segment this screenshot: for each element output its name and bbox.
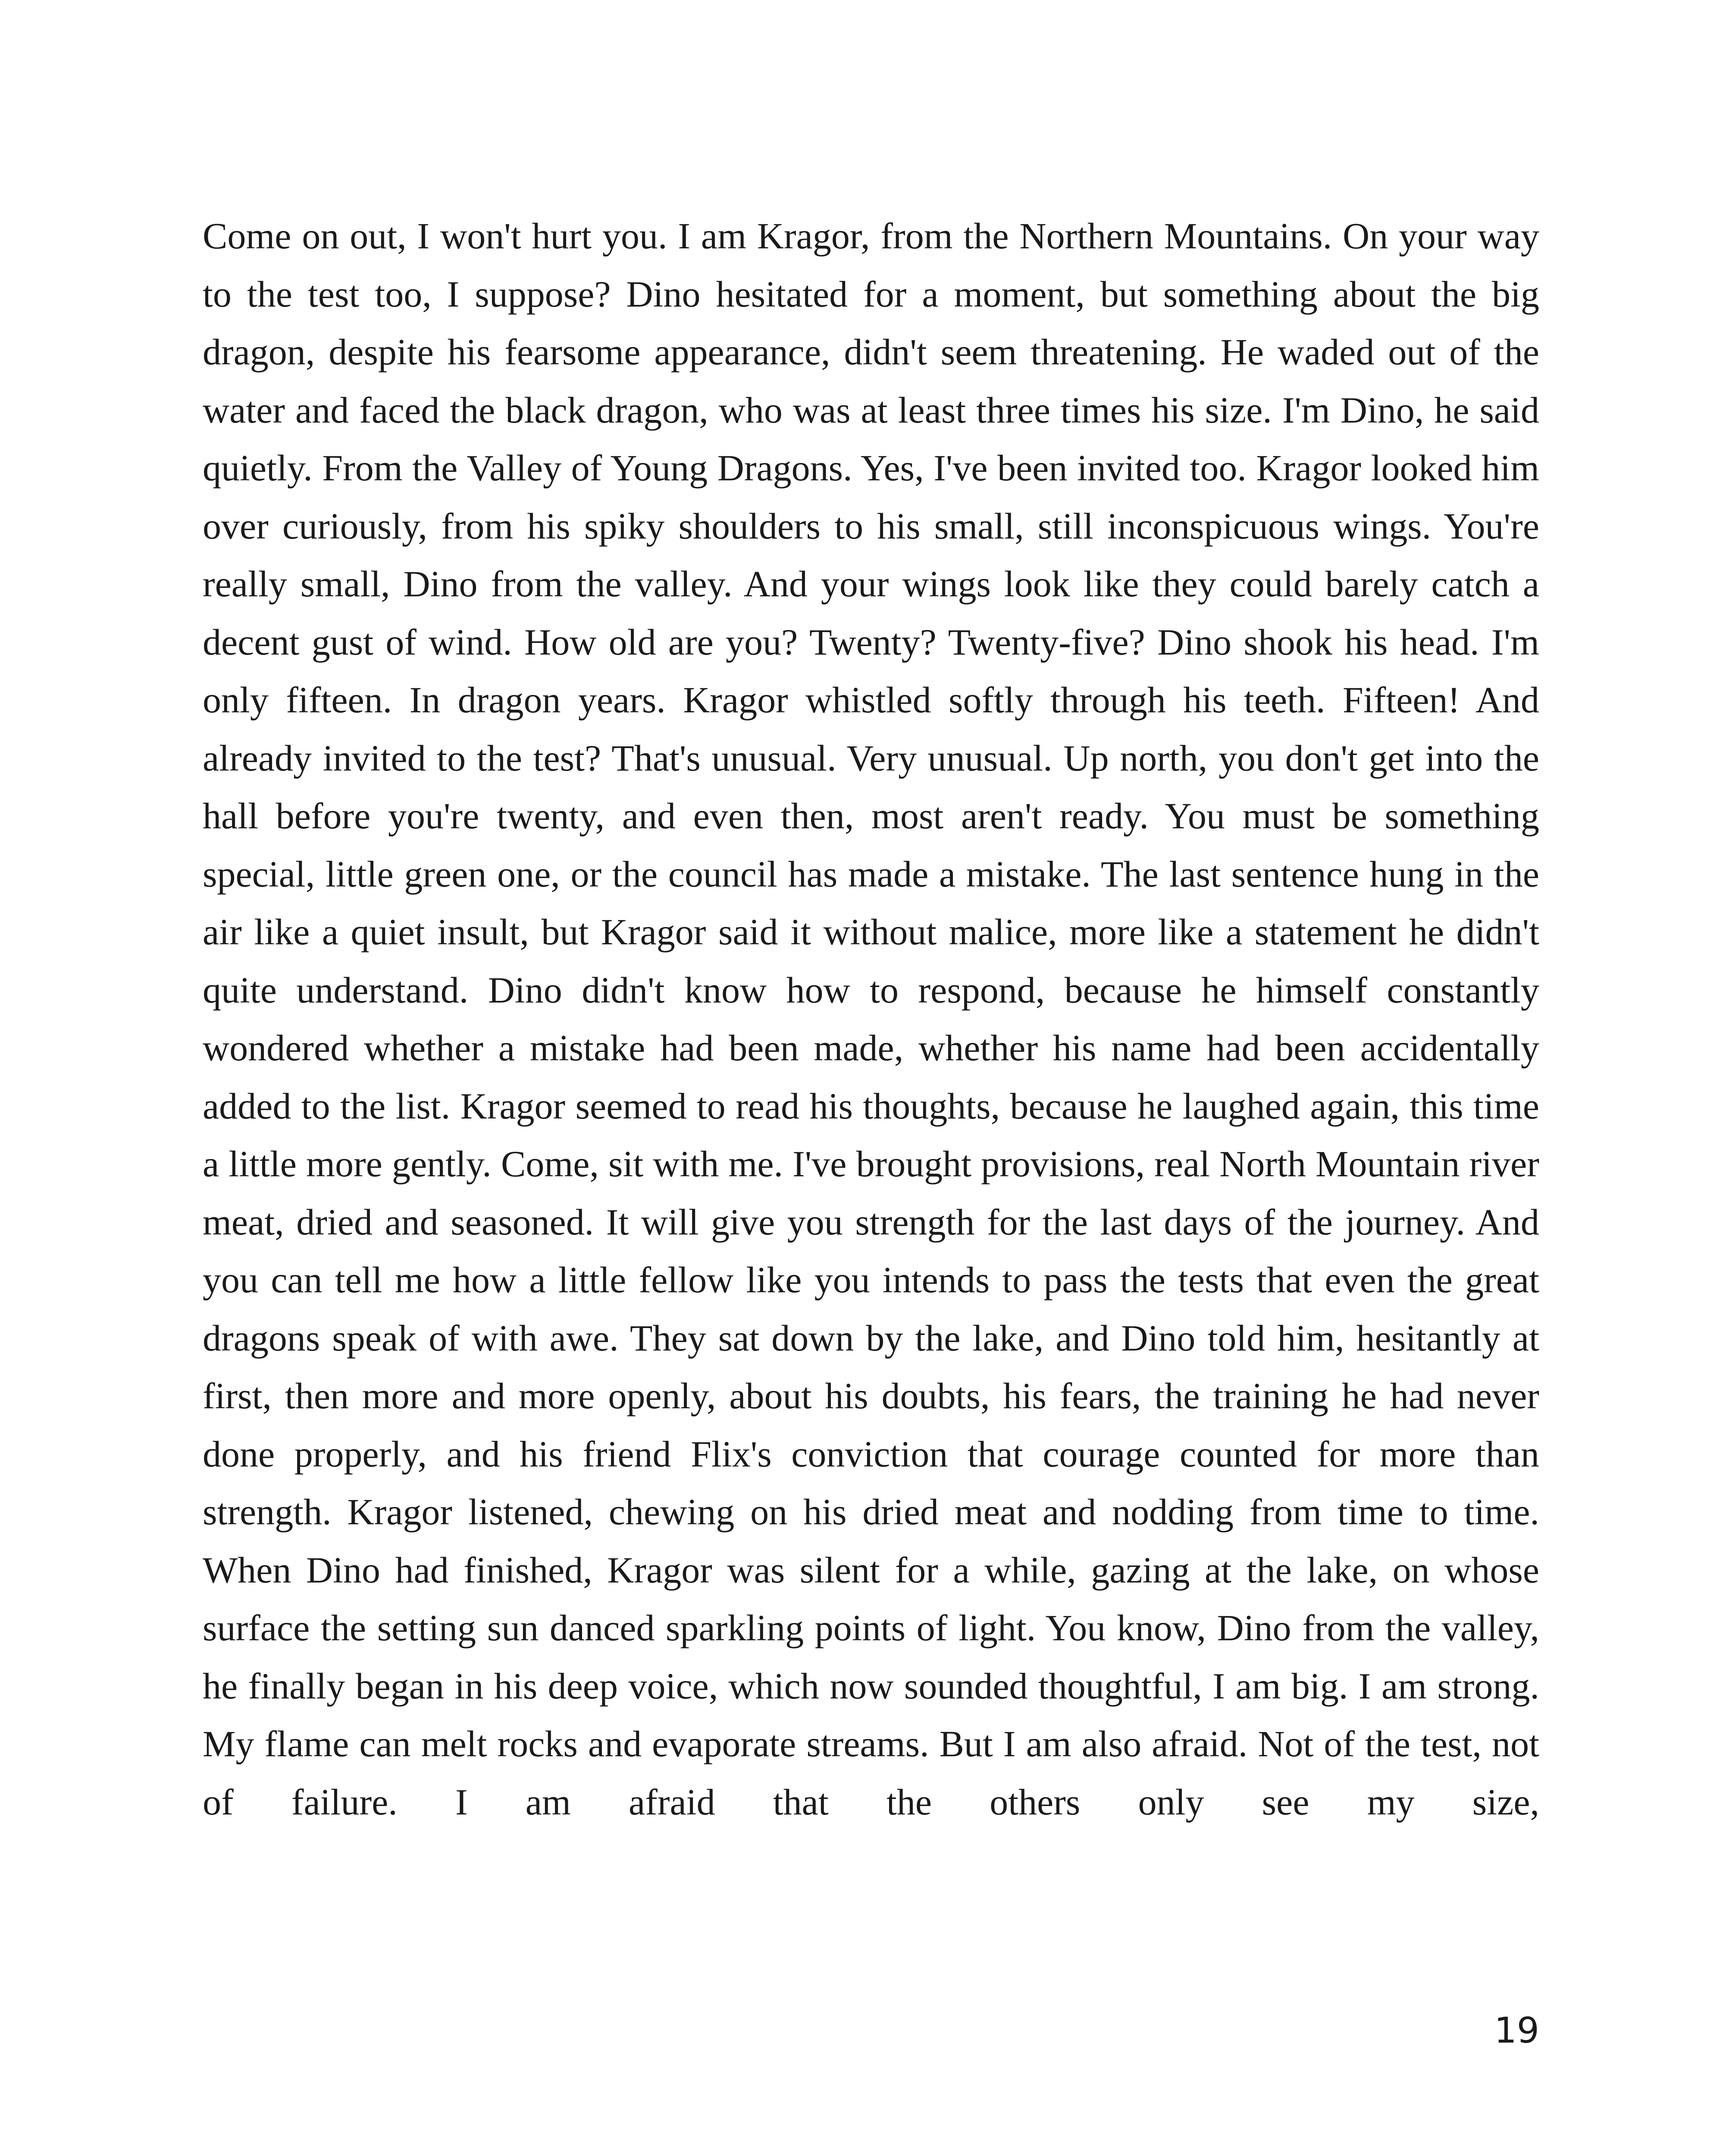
- body-paragraph: Come on out, I won't hurt you. I am Kragor, from the Northern Mountains. On your way to the test too, I suppose? Dino hesitated for a moment, but something about the big dragon, despite his fearsome appearance, didn't seem threatening. He waded out of the water and faced the black dragon, who was at least three times his size. I'm Dino, he said quietly. From the Valley of Young Dragons. Yes, I've been invited too. Kragor looked him over curiously, from his spiky shoulders to his small, still inconspicuous wings. You're really small, Dino from the valley. And your wings look like they could barely catch a decent gust of wind. How old are you? Twenty? Twenty-five? Dino shook his head. I'm only fifteen. In dragon years. Kragor whistled softly through his teeth. Fifteen! And already invited to the test? That's unusual. Very unusual. Up north, you don't get into the hall before you're twenty, and even then, most aren't ready. You must be something special, little green one, or the council has made a mistake. The last sentence hung in the air like a quiet insult, but Kragor said it without malice, more like a statement he didn't quite understand. Dino didn't know how to respond, because he himself constantly wondered whether a mistake had been made, whether his name had been accidentally added to the list. Kragor seemed to read his thoughts, because he laughed again, this time a little more gently. Come, sit with me. I've brought provisions, real North Mountain river meat, dried and seasoned. It will give you strength for the last days of the journey. And you can tell me how a little fellow like you intends to pass the tests that even the great dragons speak of with awe. They sat down by the lake, and Dino told him, hesitantly at first, then more and more openly, about his doubts, his fears, the training he had never done properly, and his friend Flix's conviction that courage counted for more than strength. Kragor listened, chewing on his dried meat and nodding from time to time. When Dino had finished, Kragor was silent for a while, gazing at the lake, on whose surface the setting sun danced sparkling points of light. You know, Dino from the valley, he finally began in his deep voice, which now sounded thoughtful, I am big. I am strong. My flame can melt rocks and evaporate streams. But I am also afraid. Not of the test, not of failure. I am afraid that the others only see my size,: [203, 215, 1539, 1823]
- page-number: 19: [1494, 2010, 1539, 2051]
